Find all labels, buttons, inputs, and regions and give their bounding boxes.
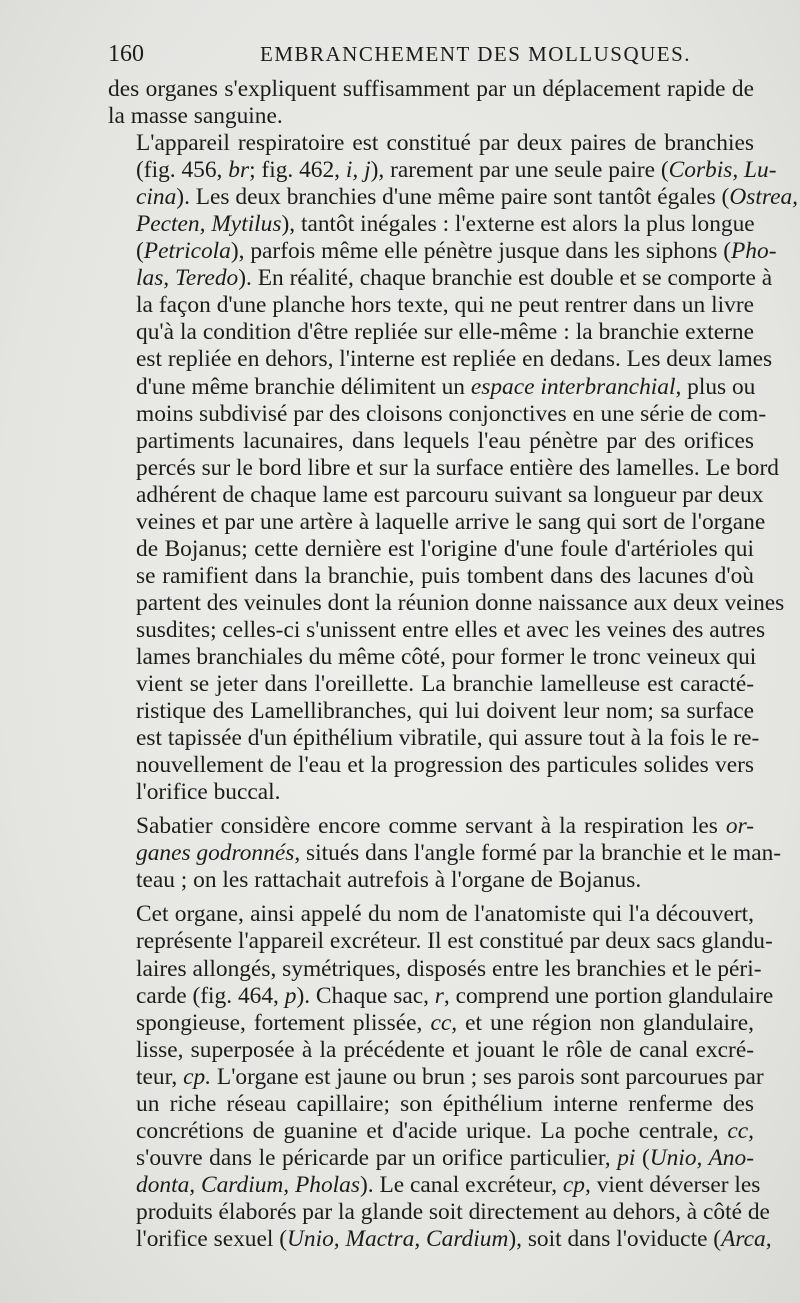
text-line: spongieuse, fortement plissée, cc, et une région non glandulaire, bbox=[136, 1009, 754, 1036]
text-line: représente l'appareil excréteur. Il est constitué par deux sacs glandu- bbox=[136, 928, 773, 955]
text-line: partiments lacunaires, dans lequels l'eau pénètre par des orifices bbox=[136, 427, 754, 454]
body-text bbox=[108, 76, 798, 1253]
paragraph-2 bbox=[108, 130, 798, 806]
paragraph-1 bbox=[108, 76, 754, 130]
text-line: ganes godronnés, situés dans l'angle formé par la branchie et le man- bbox=[136, 840, 782, 867]
text-line: carde (fig. 464, p). Chaque sac, r, comprend une portion glandulaire bbox=[136, 982, 774, 1009]
text-line: d'une même branchie délimitent un espace interbranchial, plus ou bbox=[136, 373, 756, 400]
text-line: donta, Cardium, Pholas). Le canal excréteur, cp, vient déverser les bbox=[136, 1171, 761, 1198]
text-line: un riche réseau capillaire; son épithélium interne renferme des bbox=[136, 1090, 754, 1117]
text-line: lisse, superposée à la précédente et jouant le rôle de canal excré- bbox=[136, 1036, 754, 1063]
text-line: est repliée en dehors, l'interne est repliée en dedans. Les deux lames bbox=[136, 346, 773, 373]
text-line: est tapissée d'un épithélium vibratile, qui assure tout à la fois le re- bbox=[136, 725, 760, 752]
page-header bbox=[108, 36, 758, 72]
text-line: laires allongés, symétriques, disposés entre les branchies et le péri- bbox=[136, 955, 762, 982]
text-line: de Bojanus; cette dernière est l'origine d'une foule d'artérioles qui bbox=[136, 535, 754, 562]
text-line: Sabatier considère encore comme servant à la respiration les or- bbox=[136, 813, 754, 840]
text-line: qu'à la condition d'être repliée sur elle-même : la branchie externe bbox=[136, 319, 754, 346]
text-line: vient se jeter dans l'oreillette. La branchie lamelleuse est caracté- bbox=[136, 671, 754, 698]
text-line: lames branchiales du même côté, pour former le tronc veineux qui bbox=[136, 643, 757, 670]
text-line: cina). Les deux branchies d'une même paire sont tantôt égales (Ostrea, bbox=[136, 184, 798, 211]
text-line: ristique des Lamellibranches, qui lui doivent leur nom; sa surface bbox=[136, 698, 754, 725]
text-line: produits élaborés par la glande soit directement au dehors, à côté de bbox=[136, 1198, 770, 1225]
text-line: se ramifient dans la branchie, puis tombent dans des lacunes d'où bbox=[136, 562, 754, 589]
text-line: susdites; celles-ci s'unissent entre elles et avec les veines des autres bbox=[136, 616, 766, 643]
text-line: nouvellement de l'eau et la progression des particules solides vers bbox=[136, 752, 754, 779]
text-line: la masse sanguine. bbox=[108, 103, 283, 130]
text-line: des organes s'expliquent suffisamment par un déplacement rapide de bbox=[108, 76, 754, 102]
text-line: veines et par une artère à laquelle arrive le sang qui sort de l'organe bbox=[136, 508, 766, 535]
text-line: l'orifice sexuel (Unio, Mactra, Cardium), soit dans l'oviducte (Arca, bbox=[136, 1225, 772, 1252]
text-line: (fig. 456, br; fig. 462, i, j), rarement par une seule paire (Corbis, Lu- bbox=[136, 157, 777, 184]
paragraph-3 bbox=[108, 813, 782, 894]
text-line: moins subdivisé par des cloisons conjonctives en une série de com- bbox=[136, 400, 767, 427]
running-head: EMBRANCHEMENT DES MOLLUSQUES. bbox=[260, 42, 692, 66]
text-line: Cet organe, ainsi appelé du nom de l'anatomiste qui l'a découvert, bbox=[136, 901, 754, 928]
text-line: partent des veinules dont la réunion donne naissance aux deux veines bbox=[136, 589, 785, 616]
text-line: s'ouvre dans le péricarde par un orifice particulier, pi (Unio, Ano- bbox=[136, 1144, 754, 1171]
text-line: la façon d'une planche hors texte, qui ne peut rentrer dans un livre bbox=[136, 292, 754, 319]
text-line: percés sur le bord libre et sur la surface entière des lamelles. Le bord bbox=[136, 454, 779, 481]
text-line: adhérent de chaque lame est parcouru suivant sa longueur par deux bbox=[136, 481, 764, 508]
text-line: l'orifice buccal. bbox=[136, 779, 281, 806]
text-line: concrétions de guanine et d'acide urique. La poche centrale, cc, bbox=[136, 1117, 754, 1144]
text-line: Pecten, Mytilus), tantôt inégales : l'externe est alors la plus longue bbox=[136, 211, 755, 238]
text-line: las, Teredo). En réalité, chaque branchie est double et se comporte à bbox=[136, 265, 773, 292]
text-line: (Petricola), parfois même elle pénètre jusque dans les siphons (Pho- bbox=[136, 238, 777, 265]
page-number: 160 bbox=[108, 41, 144, 67]
text-line: teur, cp. L'organe est jaune ou brun ; ses parois sont parcourues par bbox=[136, 1063, 764, 1090]
paragraph-4 bbox=[108, 901, 774, 1253]
text-line: teau ; on les rattachait autrefois à l'organe de Bojanus. bbox=[136, 867, 642, 894]
text-line: L'appareil respiratoire est constitué par deux paires de branchies bbox=[136, 130, 754, 157]
